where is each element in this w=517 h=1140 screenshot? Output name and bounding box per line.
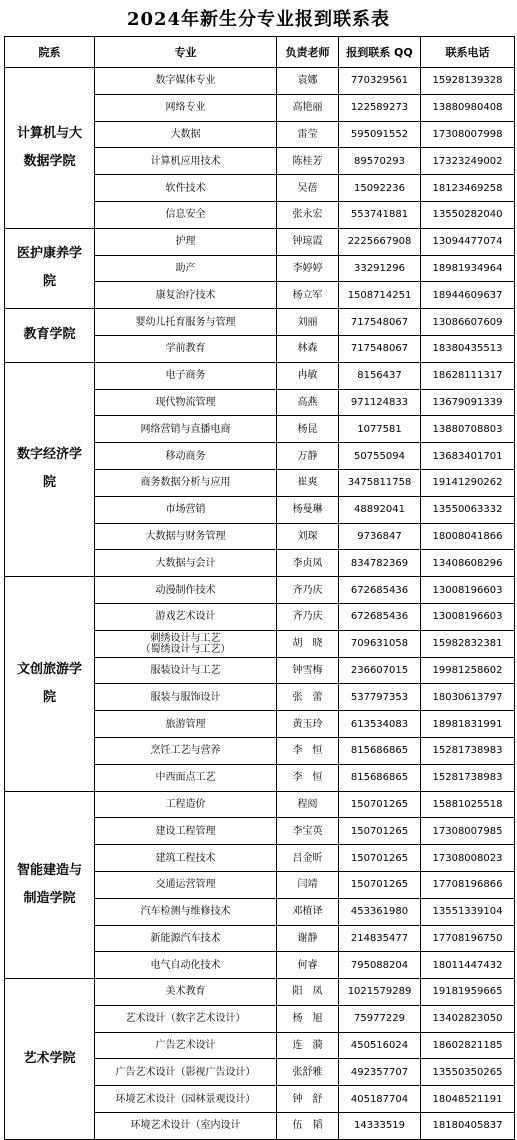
teacher-cell: 刘丽: [277, 309, 339, 336]
teacher-cell: 李 恒: [277, 764, 339, 791]
major-cell: 数字媒体专业: [95, 68, 277, 95]
major-cell: 建设工程管理: [95, 818, 277, 845]
phone-cell: 18944609637: [421, 282, 515, 309]
phone-cell: 19981258602: [421, 657, 515, 684]
phone-cell: 18380435513: [421, 335, 515, 362]
qq-cell: 717548067: [339, 335, 421, 362]
teacher-cell: 高燕: [277, 389, 339, 416]
phone-cell: 13408608296: [421, 550, 515, 577]
table-row: [5, 577, 515, 604]
qq-cell: 150701265: [339, 845, 421, 872]
phone-cell: 13550063332: [421, 496, 515, 523]
phone-cell: 13880980408: [421, 94, 515, 121]
table-row: [5, 309, 515, 336]
phone-cell: 17708196866: [421, 871, 515, 898]
qq-cell: 717548067: [339, 309, 421, 336]
qq-cell: 834782369: [339, 550, 421, 577]
qq-cell: 214835477: [339, 925, 421, 952]
table-row: [5, 979, 515, 1006]
phone-cell: 13402823050: [421, 1005, 515, 1032]
teacher-cell: 李 恒: [277, 737, 339, 764]
phone-cell: 13008196603: [421, 603, 515, 630]
table-row: [5, 228, 515, 255]
phone-cell: 15881025518: [421, 791, 515, 818]
teacher-cell: 吴蓓: [277, 175, 339, 202]
teacher-cell: 袁娜: [277, 68, 339, 95]
qq-cell: 492357707: [339, 1059, 421, 1086]
teacher-cell: 林森: [277, 335, 339, 362]
teacher-cell: 冉敏: [277, 362, 339, 389]
college-cell: 智能建造与制造学院: [5, 791, 95, 979]
header-phone: 联系电话: [421, 37, 515, 68]
phone-cell: 13094477074: [421, 228, 515, 255]
qq-cell: 537797353: [339, 684, 421, 711]
qq-cell: 709631058: [339, 630, 421, 657]
teacher-cell: 何睿: [277, 952, 339, 979]
teacher-cell: 刘琛: [277, 523, 339, 550]
major-cell: 建筑工程技术: [95, 845, 277, 872]
qq-cell: 150701265: [339, 871, 421, 898]
major-cell: 网络营销与直播电商: [95, 416, 277, 443]
qq-cell: 815686865: [339, 737, 421, 764]
teacher-cell: 程阅: [277, 791, 339, 818]
teacher-cell: 杨曼琳: [277, 496, 339, 523]
phone-cell: 18180405837: [421, 1113, 515, 1140]
phone-cell: 13880708803: [421, 416, 515, 443]
teacher-cell: 雷莹: [277, 121, 339, 148]
qq-cell: 75977229: [339, 1005, 421, 1032]
teacher-cell: 连 漪: [277, 1032, 339, 1059]
phone-cell: 18011447432: [421, 952, 515, 979]
major-cell: 环境艺术设计（园林景观设计）: [95, 1086, 277, 1113]
qq-cell: 33291296: [339, 255, 421, 282]
teacher-cell: 李婷婷: [277, 255, 339, 282]
teacher-cell: 李宝英: [277, 818, 339, 845]
teacher-cell: 张 蕾: [277, 684, 339, 711]
teacher-cell: 齐乃庆: [277, 603, 339, 630]
qq-cell: 672685436: [339, 577, 421, 604]
qq-cell: 9736847: [339, 523, 421, 550]
major-cell: 汽车检测与维修技术: [95, 898, 277, 925]
phone-cell: 13683401701: [421, 443, 515, 470]
phone-cell: 13550350265: [421, 1059, 515, 1086]
header-teacher: 负责老师: [277, 37, 339, 68]
phone-cell: 15281738983: [421, 737, 515, 764]
major-cell: 广告艺术设计（影视广告设计）: [95, 1059, 277, 1086]
teacher-cell: 张舒雅: [277, 1059, 339, 1086]
teacher-cell: 杨 旭: [277, 1005, 339, 1032]
qq-cell: 553741881: [339, 201, 421, 228]
teacher-cell: 胡 晓: [277, 630, 339, 657]
college-cell: 数字经济学院: [5, 362, 95, 576]
contact-table: [4, 36, 515, 1140]
teacher-cell: 齐乃庆: [277, 577, 339, 604]
major-cell: 康复治疗技术: [95, 282, 277, 309]
qq-cell: 8156437: [339, 362, 421, 389]
table-row: [5, 362, 515, 389]
qq-cell: 14333519: [339, 1113, 421, 1140]
college-cell: 医护康养学院: [5, 228, 95, 308]
phone-cell: 13008196603: [421, 577, 515, 604]
teacher-cell: 张永宏: [277, 201, 339, 228]
teacher-cell: 李贞凤: [277, 550, 339, 577]
phone-cell: 17323249002: [421, 148, 515, 175]
major-cell: 网络专业: [95, 94, 277, 121]
teacher-cell: 阳 凤: [277, 979, 339, 1006]
qq-cell: 89570293: [339, 148, 421, 175]
phone-cell: 17708196750: [421, 925, 515, 952]
major-cell: 烹饪工艺与营养: [95, 737, 277, 764]
qq-cell: 450516024: [339, 1032, 421, 1059]
phone-cell: 13550282040: [421, 201, 515, 228]
teacher-cell: 黄玉玲: [277, 711, 339, 738]
major-cell: 广告艺术设计: [95, 1032, 277, 1059]
teacher-cell: 吕金昕: [277, 845, 339, 872]
phone-cell: 15982832381: [421, 630, 515, 657]
qq-cell: 1021579289: [339, 979, 421, 1006]
phone-cell: 15928139328: [421, 68, 515, 95]
phone-cell: 18981831991: [421, 711, 515, 738]
major-cell: 艺术设计（数字艺术设计）: [95, 1005, 277, 1032]
qq-cell: 1077581: [339, 416, 421, 443]
qq-cell: 453361980: [339, 898, 421, 925]
qq-cell: 815686865: [339, 764, 421, 791]
major-cell: 商务数据分析与应用: [95, 469, 277, 496]
phone-cell: 18981934964: [421, 255, 515, 282]
phone-cell: 17308007998: [421, 121, 515, 148]
phone-cell: 13551339104: [421, 898, 515, 925]
major-cell: 美术教育: [95, 979, 277, 1006]
teacher-cell: 伍 韬: [277, 1113, 339, 1140]
major-cell: 中西面点工艺: [95, 764, 277, 791]
teacher-cell: 高艳丽: [277, 94, 339, 121]
qq-cell: 50755094: [339, 443, 421, 470]
teacher-cell: 闫靖: [277, 871, 339, 898]
qq-cell: 1508714251: [339, 282, 421, 309]
teacher-cell: 杨立军: [277, 282, 339, 309]
major-cell: 服装与服饰设计: [95, 684, 277, 711]
teacher-cell: 陈桂芳: [277, 148, 339, 175]
major-cell: 旅游管理: [95, 711, 277, 738]
page-title: 2024年新生分专业报到联系表: [126, 9, 391, 30]
qq-cell: 15092236: [339, 175, 421, 202]
major-cell: 大数据: [95, 121, 277, 148]
qq-cell: 2225667908: [339, 228, 421, 255]
teacher-cell: 万静: [277, 443, 339, 470]
header-major: 专业: [95, 37, 277, 68]
qq-cell: 770329561: [339, 68, 421, 95]
major-cell: 助产: [95, 255, 277, 282]
phone-cell: 17308008023: [421, 845, 515, 872]
phone-cell: 15281738983: [421, 764, 515, 791]
phone-cell: 19181959665: [421, 979, 515, 1006]
teacher-cell: 谢静: [277, 925, 339, 952]
teacher-cell: 杨昆: [277, 416, 339, 443]
table-row: [5, 68, 515, 95]
major-cell: 交通运营管理: [95, 871, 277, 898]
qq-cell: 122589273: [339, 94, 421, 121]
college-cell: 文创旅游学院: [5, 577, 95, 791]
qq-cell: 795088204: [339, 952, 421, 979]
major-cell: 刺绣设计与工艺 （蜀绣设计与工艺）: [95, 630, 277, 657]
phone-cell: 18628111317: [421, 362, 515, 389]
major-cell: 信息安全: [95, 201, 277, 228]
phone-cell: 13086607609: [421, 309, 515, 336]
major-cell: 环境艺术设计（室内设计: [95, 1113, 277, 1140]
qq-cell: 613534083: [339, 711, 421, 738]
teacher-cell: 邓植译: [277, 898, 339, 925]
header-qq: 报到联系 QQ: [339, 37, 421, 68]
college-cell: 艺术学院: [5, 979, 95, 1140]
phone-cell: 18123469258: [421, 175, 515, 202]
college-cell: 教育学院: [5, 309, 95, 363]
teacher-cell: 钟 舒: [277, 1086, 339, 1113]
major-cell: 现代物流管理: [95, 389, 277, 416]
phone-cell: 17308007985: [421, 818, 515, 845]
qq-cell: 3475811758: [339, 469, 421, 496]
qq-cell: 150701265: [339, 791, 421, 818]
qq-cell: 48892041: [339, 496, 421, 523]
qq-cell: 236607015: [339, 657, 421, 684]
teacher-cell: 钟雪梅: [277, 657, 339, 684]
qq-cell: 971124833: [339, 389, 421, 416]
major-cell: 大数据与财务管理: [95, 523, 277, 550]
teacher-cell: 钟琼霞: [277, 228, 339, 255]
major-cell: 计算机应用技术: [95, 148, 277, 175]
major-cell: 移动商务: [95, 443, 277, 470]
major-cell: 学前教育: [95, 335, 277, 362]
phone-cell: 18048521191: [421, 1086, 515, 1113]
major-cell: 电气自动化技术: [95, 952, 277, 979]
major-cell: 电子商务: [95, 362, 277, 389]
phone-cell: 18008041866: [421, 523, 515, 550]
major-cell: 大数据与会计: [95, 550, 277, 577]
header-row: [5, 37, 515, 68]
major-cell: 护理: [95, 228, 277, 255]
qq-cell: 150701265: [339, 818, 421, 845]
major-cell: 动漫制作技术: [95, 577, 277, 604]
qq-cell: 672685436: [339, 603, 421, 630]
major-cell: 游戏艺术设计: [95, 603, 277, 630]
college-cell: 计算机与大数据学院: [5, 68, 95, 229]
phone-cell: 19141290262: [421, 469, 515, 496]
phone-cell: 18602821185: [421, 1032, 515, 1059]
phone-cell: 13679091339: [421, 389, 515, 416]
phone-cell: 18030613797: [421, 684, 515, 711]
teacher-cell: 崔爽: [277, 469, 339, 496]
qq-cell: 405187704: [339, 1086, 421, 1113]
major-cell: 服装设计与工艺: [95, 657, 277, 684]
table-row: [5, 791, 515, 818]
header-college: 院系: [5, 37, 95, 68]
major-cell: 市场营销: [95, 496, 277, 523]
qq-cell: 595091552: [339, 121, 421, 148]
major-cell: 婴幼儿托育服务与管理: [95, 309, 277, 336]
major-cell: 工程造价: [95, 791, 277, 818]
major-cell: 新能源汽车技术: [95, 925, 277, 952]
table-body: [5, 68, 515, 1140]
major-cell: 软件技术: [95, 175, 277, 202]
